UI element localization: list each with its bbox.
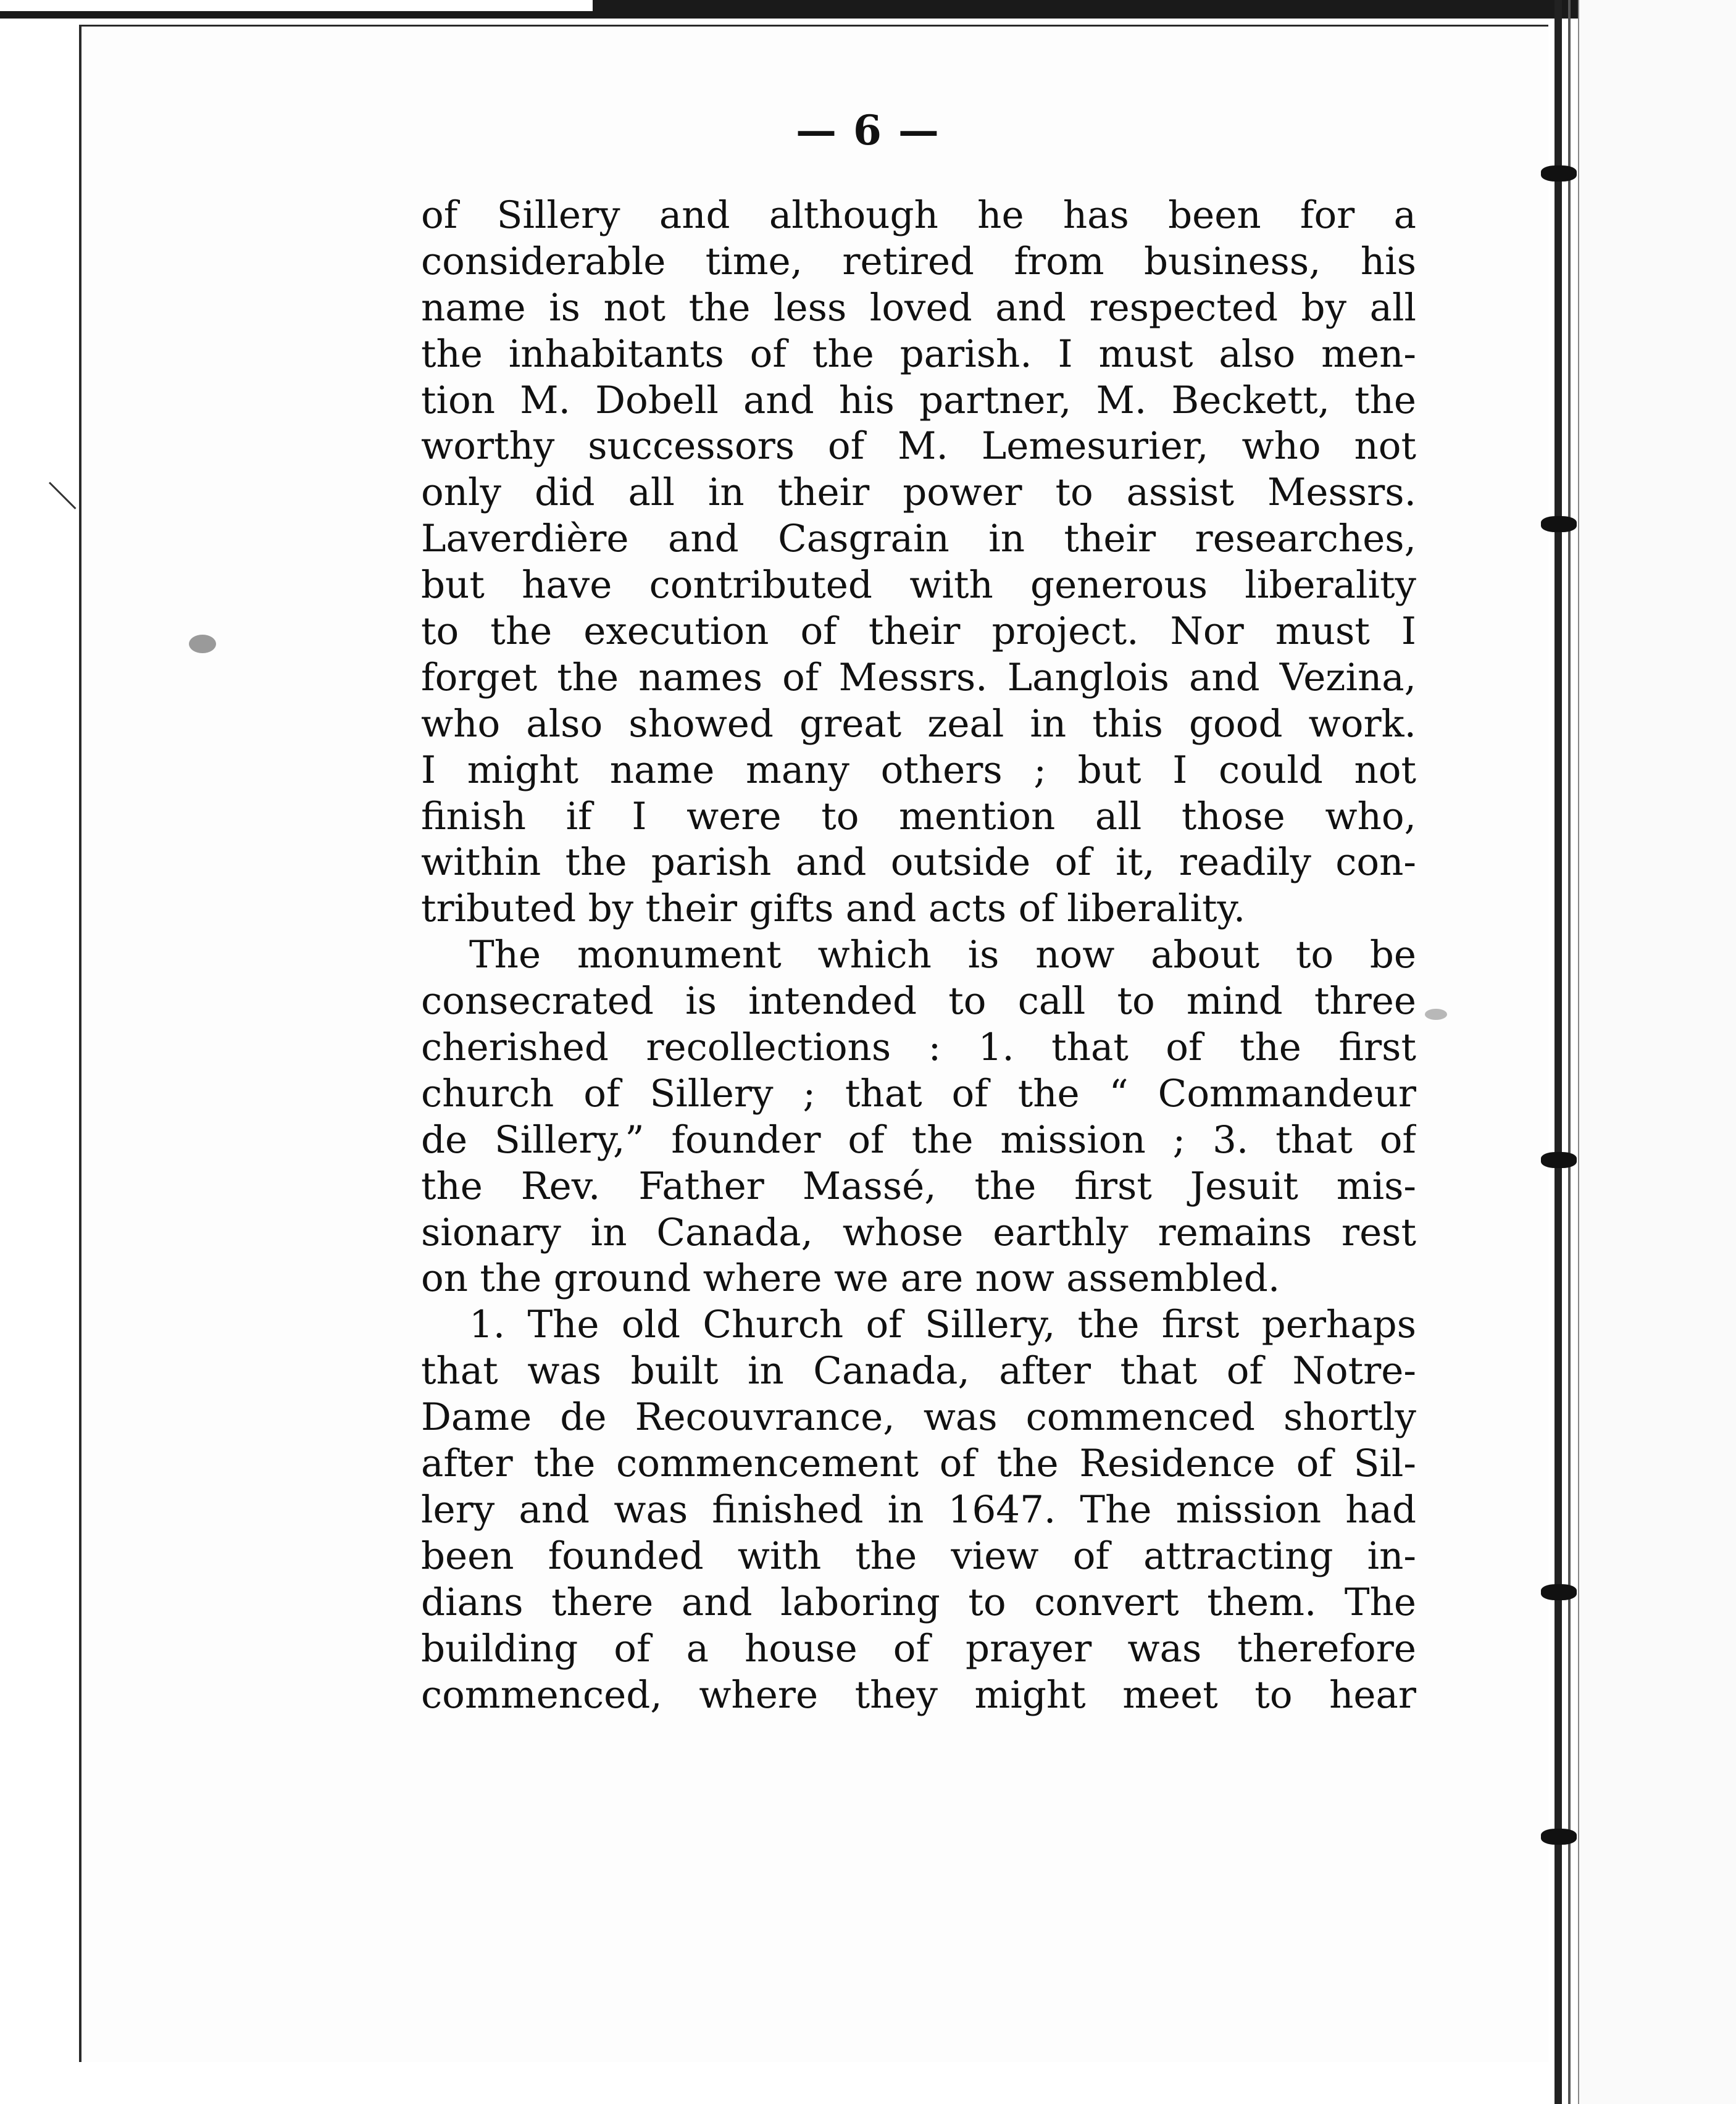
text-line: the inhabitants of the parish. I must also men-: [421, 332, 1416, 376]
text-line: cherished recollections : 1. that of the first: [421, 1025, 1416, 1070]
binding-stitch: [1541, 516, 1577, 532]
text-line: de Sillery,” founder of the mission ; 3. that of: [421, 1117, 1416, 1162]
text-line: to the execution of their project. Nor must I: [421, 609, 1416, 654]
paper-blemish: [189, 635, 216, 653]
text-line: name is not the less loved and respected by all: [421, 285, 1416, 330]
text-line: that was built in Canada, after that of Notre-: [421, 1349, 1416, 1393]
text-line: forget the names of Messrs. Langlois and Vezina,: [421, 655, 1416, 699]
text-line: dians there and laboring to convert them. The: [421, 1580, 1416, 1624]
text-line: tion M. Dobell and his partner, M. Beckett, the: [421, 378, 1416, 422]
text-line: within the parish and outside of it, readily con-: [421, 840, 1416, 885]
scan-hair-artifact: [49, 482, 77, 509]
scan-top-gap: [0, 0, 593, 11]
binding-stitch: [1541, 1584, 1577, 1600]
text-line: finish if I were to mention all those who,: [421, 794, 1416, 838]
text-line: sionary in Canada, whose earthly remains rest: [421, 1210, 1416, 1254]
text-line: of Sillery and although he has been for a: [421, 193, 1416, 237]
text-line: Dame de Recouvrance, was commenced shortly: [421, 1395, 1416, 1440]
binding-stitch: [1541, 165, 1577, 182]
adjacent-page-edge: [1578, 0, 1736, 2104]
text-line: lery and was finished in 1647. The mission had: [421, 1487, 1416, 1532]
binding-stitch: [1541, 1829, 1577, 1845]
text-line: worthy successors of M. Lemesurier, who not: [421, 424, 1416, 469]
text-line: but have contributed with generous liberality: [421, 563, 1416, 607]
text-line: been founded with the view of attracting in-: [421, 1534, 1416, 1578]
text-line: only did all in their power to assist Messrs.: [421, 470, 1416, 515]
binding-spine: [1554, 0, 1562, 2104]
text-line: on the ground where we are now assembled.: [421, 1256, 1280, 1301]
text-line: who also showed great zeal in this good work.: [421, 701, 1416, 746]
text-line: I might name many others ; but I could not: [421, 748, 1416, 792]
paper-blemish: [1425, 1009, 1447, 1020]
text-line: 1. The old Church of Sillery, the first perhaps: [469, 1303, 1416, 1347]
text-line: the Rev. Father Massé, the first Jesuit mis-: [421, 1164, 1416, 1208]
text-line: considerable time, retired from business, his: [421, 239, 1416, 283]
page-number: — 6 —: [796, 106, 940, 154]
text-line: after the commencement of the Residence of Sil-: [421, 1442, 1416, 1486]
binding-stitch: [1541, 1152, 1577, 1168]
binding-spine-edge: [1568, 0, 1571, 2104]
text-line: building of a house of prayer was therefore: [421, 1626, 1416, 1671]
text-line: church of Sillery ; that of the “ Commandeur: [421, 1071, 1416, 1116]
text-line: Laverdière and Casgrain in their researches,: [421, 517, 1416, 561]
text-line: The monument which is now about to be: [469, 933, 1416, 977]
text-line: consecrated is intended to call to mind three: [421, 979, 1416, 1024]
body-text: [421, 193, 1416, 1718]
text-line: commenced, where they might meet to hear: [421, 1672, 1416, 1717]
text-line: tributed by their gifts and acts of liberality.: [421, 887, 1246, 931]
